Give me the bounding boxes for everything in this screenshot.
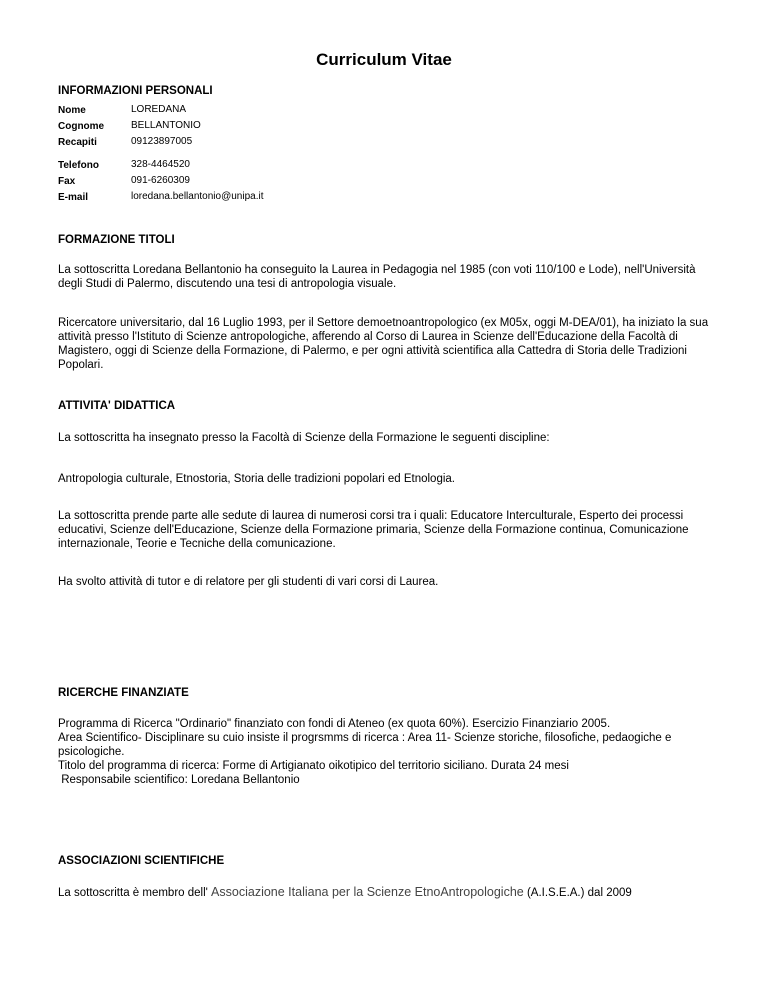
value-email: loredana.bellantonio@unipa.it	[131, 191, 264, 202]
label-nome: Nome	[58, 105, 86, 116]
associazioni-prefix: La sottoscritta è membro dell'	[58, 887, 212, 899]
didattica-paragraph-3: La sottoscritta prende parte alle sedute di laurea di numerosi corsi tra i quali: Educatore Interculturale, Esperto dei processi educativi, Scienze dell'Educazione, Scienze della Formazione primaria, Scienze della Formazione continua, Comunicazione internazionale, Teorie e Tecniche della comunicazione.	[58, 510, 689, 550]
label-email: E-mail	[58, 192, 89, 203]
value-cognome: BELLANTONIO	[131, 120, 201, 131]
label-recapiti: Recapiti	[58, 137, 97, 148]
associazioni-suffix: (A.I.S.E.A.) dal 2009	[523, 887, 632, 899]
didattica-paragraph-4: Ha svolto attività di tutor e di relatore per gli studenti di vari corsi di Laurea.	[58, 576, 439, 588]
section-heading-formazione: FORMAZIONE TITOLI	[58, 234, 175, 246]
didattica-paragraph-2: Antropologia culturale, Etnostoria, Storia delle tradizioni popolari ed Etnologia.	[58, 473, 455, 485]
ricerche-line-2: Area Scientifico- Disciplinare su cuio insiste il progrsmms di ricerca : Area 11- Scienze storiche, filosofiche, pedaogiche e psicologiche.	[58, 732, 672, 758]
section-heading-associazioni: ASSOCIAZIONI SCIENTIFICHE	[58, 855, 225, 867]
section-heading-personal: INFORMAZIONI PERSONALI	[58, 85, 213, 97]
ricerche-line-4: Responsabile scientifico: Loredana Bellantonio	[58, 774, 300, 786]
label-cognome: Cognome	[58, 121, 105, 132]
didattica-paragraph-1: La sottoscritta ha insegnato presso la Facoltà di Scienze della Formazione le seguenti discipline:	[58, 432, 550, 444]
ricerche-line-1: Programma di Ricerca "Ordinario" finanziato con fondi di Ateneo (ex quota 60%). Esercizio Finanziario 2005.	[58, 718, 611, 730]
value-nome: LOREDANA	[131, 104, 187, 115]
label-fax: Fax	[58, 176, 76, 187]
formazione-paragraph-2: Ricercatore universitario, dal 16 Luglio 1993, per il Settore demoetnoantropologico (ex M05x, oggi M-DEA/01), ha iniziato la sua attività presso l'Istituto di Scienze antropologiche, afferendo al Corso di Laurea in Scienze dell'Educazione della Facoltà di Magistero, oggi di Scienze della Formazione, di Palermo, e per ogni attività scientifica alla Cattedra di Storia delle Tradizioni Popolari.	[58, 317, 709, 371]
value-telefono: 328-4464520	[131, 159, 190, 170]
formazione-paragraph-1: La sottoscritta Loredana Bellantonio ha conseguito la Laurea in Pedagogia nel 1985 (con voti 110/100 e Lode), nell'Università degli Studi di Palermo, discutendo una tesi di antropologia visuale.	[58, 264, 696, 290]
page-title: Curriculum Vitae	[316, 50, 452, 69]
associazione-name: Associazione Italiana per la Scienze EtnoAntropologiche	[211, 885, 524, 899]
associazioni-paragraph	[58, 885, 718, 900]
value-recapiti: 09123897005	[131, 136, 193, 147]
ricerche-block	[58, 717, 718, 787]
label-telefono: Telefono	[58, 160, 99, 171]
section-heading-ricerche: RICERCHE FINANZIATE	[58, 687, 189, 699]
ricerche-line-3: Titolo del programma di ricerca: Forme di Artigianato oikotipico del territorio siciliano. Durata 24 mesi	[58, 760, 569, 772]
section-heading-didattica: ATTIVITA' DIDATTICA	[58, 400, 176, 412]
value-fax: 091-6260309	[131, 175, 190, 186]
